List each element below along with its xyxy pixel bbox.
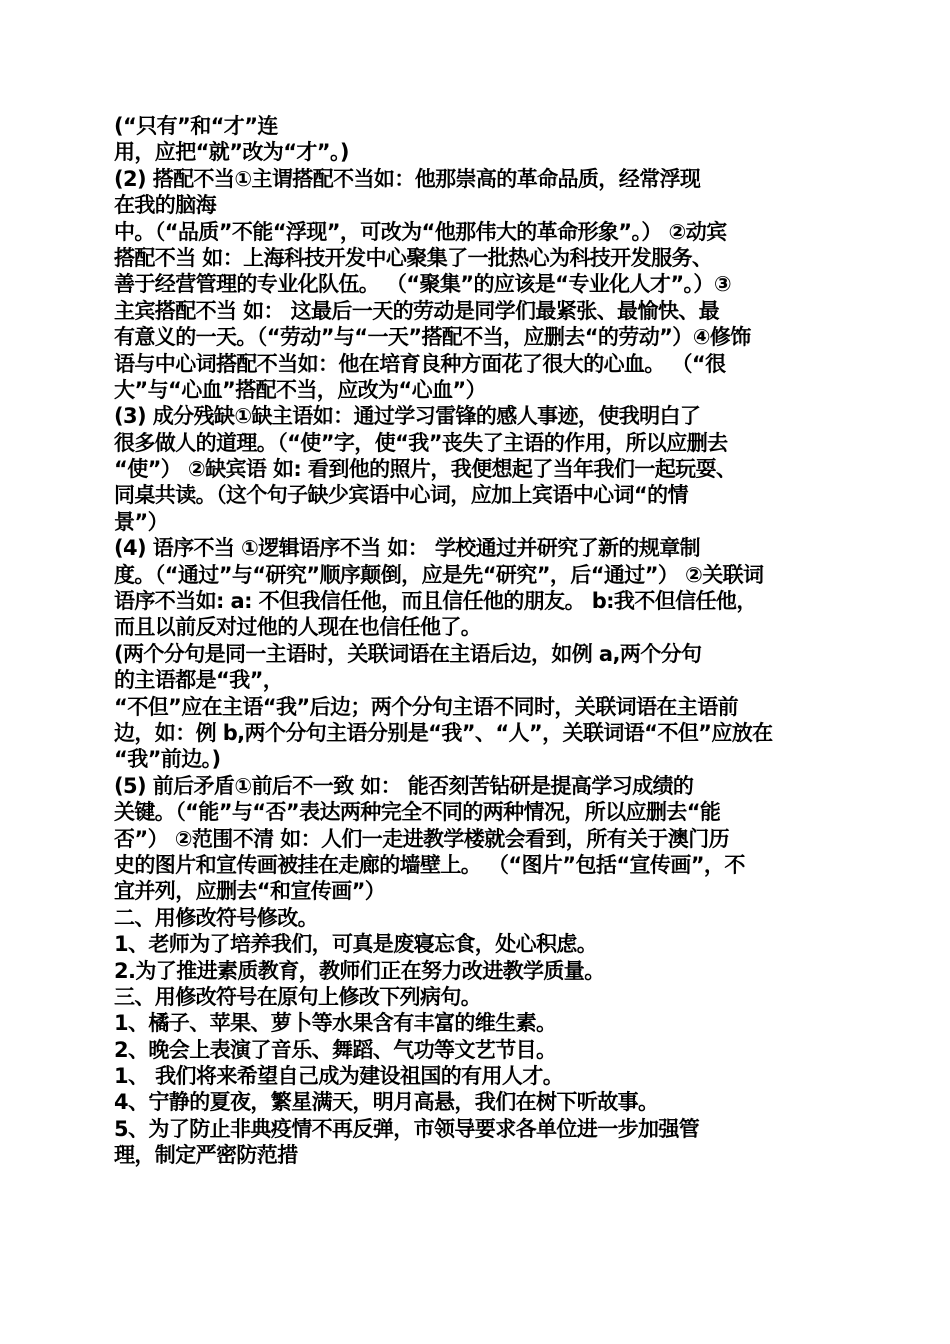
text-line: 理，制定严密防范措 — [114, 1143, 298, 1168]
text-line: 而且以前反对过他的人现在也信任他了。 — [114, 615, 482, 640]
text-line: 1、橘子、苹果、萝卜等水果含有丰富的维生素。 — [114, 1011, 557, 1036]
text-line: 很多做人的道理。（“使”字，使“我”丧失了主语的作用，所以应删去 — [114, 430, 728, 455]
document-body — [114, 113, 854, 1169]
text-line: 景”） — [114, 509, 169, 534]
text-line: (两个分句是同一主语时，关联词语在主语后边，如例 a,两个分句 — [114, 641, 702, 666]
text-line: 的主语都是“我”， — [114, 668, 284, 693]
text-line: 1、 我们将来希望自己成为建设祖国的有用人才。 — [114, 1064, 564, 1089]
text-line: (2) 搭配不当①主谓搭配不当如：他那崇高的革命品质，经常浮现 — [114, 166, 701, 191]
text-line: (4) 语序不当 ①逻辑语序不当 如： 学校通过并研究了新的规章制 — [114, 536, 701, 561]
text-line: 关键。（“能”与“否”表达两种完全不同的两种情况，所以应删去“能 — [114, 800, 721, 825]
text-line: 度。（“通过”与“研究”顺序颠倒，应是先“研究”，后“通过”） ②关联词 — [114, 562, 764, 587]
text-line: 同桌共读。（这个句子缺少宾语中心词，应加上宾语中心词“的情 — [114, 483, 688, 508]
text-line: “我”前边。) — [114, 747, 221, 772]
text-line: 主宾搭配不当 如： 这最后一天的劳动是同学们最紧张、最愉快、最 — [114, 298, 720, 323]
text-line: “使”） ②缺宾语 如: 看到他的照片，我便想起了当年我们一起玩耍、 — [114, 457, 737, 482]
text-line: 善于经营管理的专业化队伍。 （“聚集”的应该是“专业化人才”。）③ — [114, 272, 731, 297]
text-line: (“只有”和“才”连 — [114, 114, 278, 138]
text-line: 中。（“品质”不能“浮现”，可改为“他那伟大的革命形象”。） ②动宾 — [114, 219, 727, 244]
text-line: “不但”应在主语“我”后边；两个分句主语不同时，关联词语在主语前 — [114, 694, 739, 719]
text-line: (5) 前后矛盾①前后不一致 如： 能否刻苦钻研是提高学习成绩的 — [114, 773, 694, 798]
text-line: 语序不当如: a: 不但我信任他，而且信任他的朋友。 b:我不但信任他， — [114, 589, 757, 614]
text-line: 1、老师为了培养我们，可真是废寝忘食，处心积虑。 — [114, 932, 598, 957]
text-line: 2、晚会上表演了音乐、舞蹈、气功等文艺节目。 — [114, 1037, 557, 1062]
text-line: 5、为了防止非典疫情不再反弹，市领导要求各单位进一步加强管 — [114, 1116, 700, 1141]
text-line: 边，如：例 b,两个分句主语分别是“我”、“人”，关联词语“不但”应放在 — [114, 720, 773, 745]
text-line: 在我的脑海 — [114, 193, 216, 218]
text-line: 语与中心词搭配不当如：他在培育良种方面花了很大的心血。 （“很 — [114, 351, 726, 376]
text-line: 三、用修改符号在原句上修改下列病句。 — [114, 984, 482, 1009]
text-line: 搭配不当 如：上海科技开发中心聚集了一批热心为科技开发服务、 — [114, 245, 713, 270]
text-line: 2.为了推进素质教育，教师们正在努力改进教学质量。 — [114, 958, 605, 983]
text-line: 4、宁静的夏夜，繁星满天，明月高悬，我们在树下听故事。 — [114, 1090, 659, 1115]
text-line: 宜并列，应删去“和宣传画”） — [114, 879, 386, 904]
text-line: 大”与“心血”搭配不当，应改为“心血”） — [114, 377, 487, 402]
text-line: 史的图片和宣传画被挂在走廊的墙壁上。 （“图片”包括“宣传画”，不 — [114, 852, 745, 877]
text-line: 二、用修改符号修改。 — [114, 905, 318, 930]
text-line: (3) 成分残缺①缺主语如：通过学习雷锋的感人事迹，使我明白了 — [114, 404, 701, 429]
text-line: 有意义的一天。（“劳动”与“一天”搭配不当，应删去“的劳动”）④修饰 — [114, 325, 751, 350]
text-line: 用，应把“就”改为“才”。) — [114, 140, 349, 165]
text-line: 否”） ②范围不清 如：人们一走进教学楼就会看到，所有关于澳门历 — [114, 826, 730, 851]
